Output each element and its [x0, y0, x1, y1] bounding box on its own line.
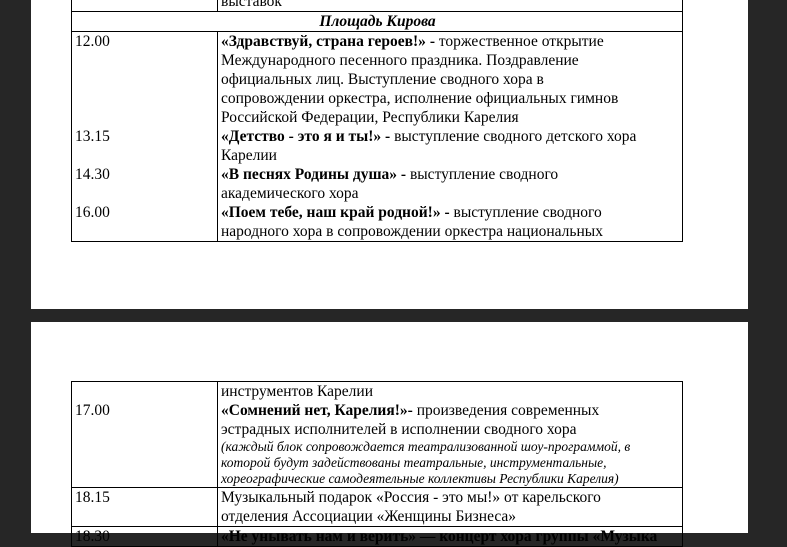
event-description: «Детство - это я и ты!» - выступление сводного детского хора Карелии [221, 128, 637, 164]
time-value: 13.15 [75, 128, 110, 145]
document-page-2 [31, 322, 748, 545]
top-fragment: выставок [218, 0, 683, 12]
time-value: 16.00 [75, 204, 110, 221]
schedule-table-2 [71, 381, 683, 547]
event-note: (каждый блок сопровождается театрализованной шоу-программой, в которой будут задействованы театральные, инструментальные, хореографические самодеятельные коллективы Республики Карелия) [221, 439, 631, 486]
events-cell [218, 32, 683, 242]
event-title: «Детство - это я и ты!» [221, 128, 382, 145]
table-row [72, 488, 683, 527]
event-title: «Здравствуй, страна героев!» [221, 33, 426, 50]
time-value: 14.30 [75, 166, 110, 183]
time-value: 18.15 [72, 488, 218, 527]
table-row [72, 12, 683, 32]
event-title: «Сомнений нет, Карелия!» [221, 402, 408, 419]
event-title: «В песнях Родины душа» [221, 166, 398, 183]
events-cell: инструментов Карелии «Сомнений нет, Карелия!»- произведения современных эстрадных исполнителей в исполнении сводного хора (каждый блок сопровождается театрализованной шоу-программой, в которой будут задействованы театральные, инструментальные, хореографические самодеятельные коллективы Республики Карелия) [218, 382, 683, 488]
continuation-text: инструментов Карелии [221, 383, 373, 400]
event-description: «Поем тебе, наш край родной!» - выступление сводного народного хора в сопровождении оркестра национальных [221, 204, 603, 240]
time-value: 18.30 [72, 527, 218, 547]
event-description: «Не унывать нам и верить» — концерт хора группы «Музыка [218, 527, 683, 547]
document-page-1 [31, 0, 748, 309]
table-row [72, 0, 683, 12]
event-description: Музыкальный подарок «Россия - это мы!» от карельского отделения Ассоциации «Женщины Бизнеса» [218, 488, 683, 527]
event-title: «Поем тебе, наш край родной!» [221, 204, 441, 221]
event-description: «В песнях Родины душа» - выступление сводного академического хора [221, 166, 559, 202]
section-header: Площадь Кирова [72, 12, 683, 32]
time-cell [72, 32, 218, 242]
event-description: «Здравствуй, страна героев!» - торжественное открытие Международного песенного праздника. Поздравление официальных лиц. Выступление сводного хора в сопровождении оркестра, исполнение официальных гимнов Российской Федерации, Республики Карелия [221, 33, 619, 126]
time-value: 17.00 [75, 402, 110, 419]
time-value: 12.00 [75, 33, 110, 50]
table-row [72, 382, 683, 488]
table-row [72, 32, 683, 242]
table-row [72, 527, 683, 547]
schedule-table-1 [71, 0, 683, 242]
